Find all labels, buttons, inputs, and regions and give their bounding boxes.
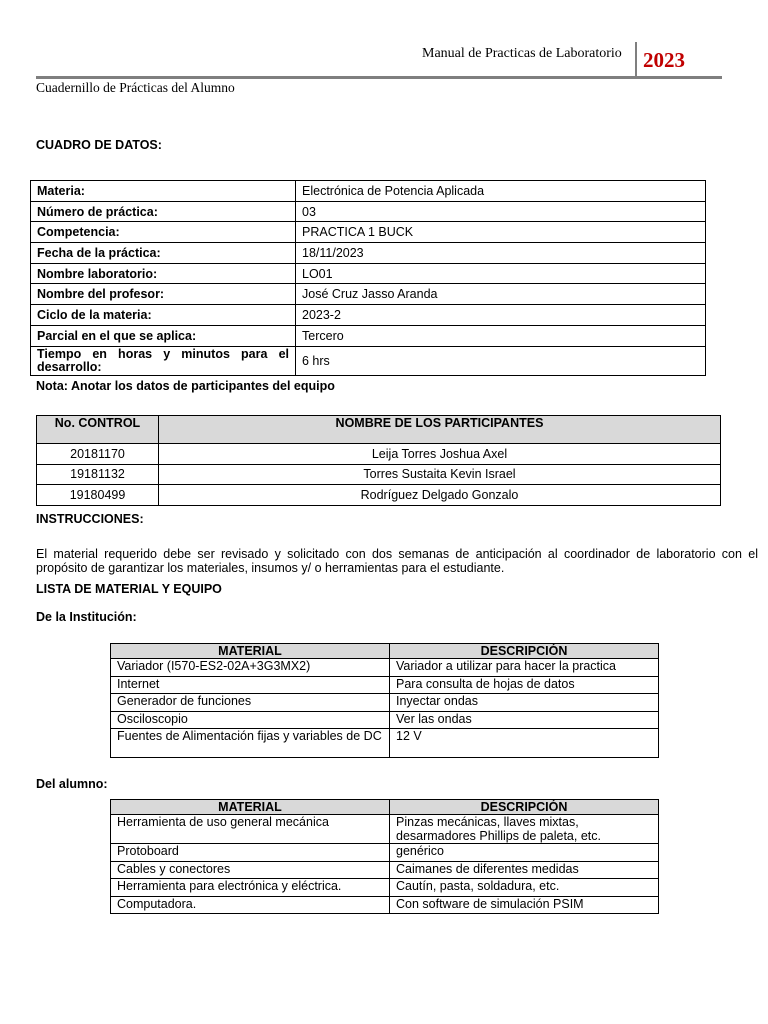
materials-heading: LISTA DE MATERIAL Y EQUIPO bbox=[36, 582, 222, 596]
table-header-row bbox=[111, 800, 659, 815]
row-value: 18/11/2023 bbox=[296, 243, 706, 264]
table-row bbox=[111, 844, 659, 862]
row-value: Tercero bbox=[296, 325, 706, 346]
description-cell: Con software de simulación PSIM bbox=[390, 896, 659, 914]
header-divider bbox=[36, 76, 722, 79]
material-cell: Cables y conectores bbox=[111, 861, 390, 879]
table-row bbox=[111, 729, 659, 758]
table-header-row bbox=[37, 416, 721, 444]
institution-materials-table bbox=[110, 643, 659, 758]
description-cell: Inyectar ondas bbox=[390, 694, 659, 712]
row-label: Materia: bbox=[31, 181, 296, 202]
participants-table bbox=[36, 415, 721, 506]
row-value: Electrónica de Potencia Aplicada bbox=[296, 181, 706, 202]
participant-name: Rodríguez Delgado Gonzalo bbox=[159, 485, 721, 506]
data-section-heading: CUADRO DE DATOS: bbox=[36, 138, 162, 152]
row-label: Nombre laboratorio: bbox=[31, 263, 296, 284]
description-cell: 12 V bbox=[390, 729, 659, 758]
material-cell: Internet bbox=[111, 676, 390, 694]
table-row bbox=[111, 676, 659, 694]
description-cell: Variador a utilizar para hacer la practica bbox=[390, 659, 659, 677]
table-row bbox=[31, 263, 706, 284]
row-label: Competencia: bbox=[31, 222, 296, 243]
control-number: 20181170 bbox=[37, 444, 159, 465]
material-cell: Generador de funciones bbox=[111, 694, 390, 712]
column-header-description: DESCRIPCIÓN bbox=[390, 800, 659, 815]
row-label: Parcial en el que se aplica: bbox=[31, 325, 296, 346]
material-cell: Herramienta de uso general mecánica bbox=[111, 815, 390, 844]
table-row bbox=[31, 243, 706, 264]
table-row bbox=[111, 879, 659, 897]
material-cell: Fuentes de Alimentación fijas y variables de DC bbox=[111, 729, 390, 758]
description-cell: Ver las ondas bbox=[390, 711, 659, 729]
row-label: Número de práctica: bbox=[31, 201, 296, 222]
table-header-row bbox=[111, 644, 659, 659]
table-row bbox=[111, 659, 659, 677]
table-row bbox=[37, 444, 721, 465]
column-header-name: NOMBRE DE LOS PARTICIPANTES bbox=[159, 416, 721, 444]
material-cell: Osciloscopio bbox=[111, 711, 390, 729]
column-header-control: No. CONTROL bbox=[37, 416, 159, 444]
description-cell: Caimanes de diferentes medidas bbox=[390, 861, 659, 879]
student-materials-table bbox=[110, 799, 659, 914]
row-label: Nombre del profesor: bbox=[31, 284, 296, 305]
table-row bbox=[111, 711, 659, 729]
header-year: 2023 bbox=[643, 48, 685, 72]
table-row bbox=[31, 325, 706, 346]
institution-heading: De la Institución: bbox=[36, 610, 137, 624]
row-value: 2023-2 bbox=[296, 305, 706, 326]
material-cell: Protoboard bbox=[111, 844, 390, 862]
table-row bbox=[31, 346, 706, 375]
row-value: 03 bbox=[296, 201, 706, 222]
manual-title: Manual de Practicas de Laboratorio bbox=[422, 46, 622, 61]
table-row bbox=[31, 222, 706, 243]
row-label: Tiempo en horas y minutos para el desarrollo: bbox=[31, 346, 296, 375]
data-table bbox=[30, 180, 706, 376]
description-cell: Para consulta de hojas de datos bbox=[390, 676, 659, 694]
table-row bbox=[31, 305, 706, 326]
table-row bbox=[31, 181, 706, 202]
table-row bbox=[37, 485, 721, 506]
table-row bbox=[111, 815, 659, 844]
description-cell: Pinzas mecánicas, llaves mixtas, desarmadores Phillips de paleta, etc. bbox=[390, 815, 659, 844]
booklet-subtitle: Cuadernillo de Prácticas del Alumno bbox=[36, 80, 235, 95]
control-number: 19180499 bbox=[37, 485, 159, 506]
description-cell: Cautín, pasta, soldadura, etc. bbox=[390, 879, 659, 897]
material-cell: Computadora. bbox=[111, 896, 390, 914]
table-row bbox=[31, 284, 706, 305]
material-cell: Herramienta para electrónica y eléctrica. bbox=[111, 879, 390, 897]
participant-name: Torres Sustaita Kevin Israel bbox=[159, 464, 721, 485]
row-value: José Cruz Jasso Aranda bbox=[296, 284, 706, 305]
column-header-description: DESCRIPCIÓN bbox=[390, 644, 659, 659]
column-header-material: MATERIAL bbox=[111, 644, 390, 659]
row-value: 6 hrs bbox=[296, 346, 706, 375]
table-row bbox=[111, 861, 659, 879]
participants-note: Nota: Anotar los datos de participantes del equipo bbox=[36, 379, 335, 393]
material-cell: Variador (I570-ES2-02A+3G3MX2) bbox=[111, 659, 390, 677]
row-value: PRACTICA 1 BUCK bbox=[296, 222, 706, 243]
participant-name: Leija Torres Joshua Axel bbox=[159, 444, 721, 465]
instructions-text: El material requerido debe ser revisado y solicitado con dos semanas de anticipación al coordinador de laboratorio con el propósito de garantizar los materiales, insumos y/ o herramientas para el estudiante. bbox=[36, 547, 758, 575]
description-cell: genérico bbox=[390, 844, 659, 862]
table-row bbox=[31, 201, 706, 222]
row-label: Fecha de la práctica: bbox=[31, 243, 296, 264]
control-number: 19181132 bbox=[37, 464, 159, 485]
table-row bbox=[111, 896, 659, 914]
column-header-material: MATERIAL bbox=[111, 800, 390, 815]
table-row bbox=[37, 464, 721, 485]
header-divider-vertical bbox=[635, 42, 637, 78]
row-label: Ciclo de la materia: bbox=[31, 305, 296, 326]
instructions-heading: INSTRUCCIONES: bbox=[36, 512, 144, 526]
table-row bbox=[111, 694, 659, 712]
row-value: LO01 bbox=[296, 263, 706, 284]
student-heading: Del alumno: bbox=[36, 777, 108, 791]
